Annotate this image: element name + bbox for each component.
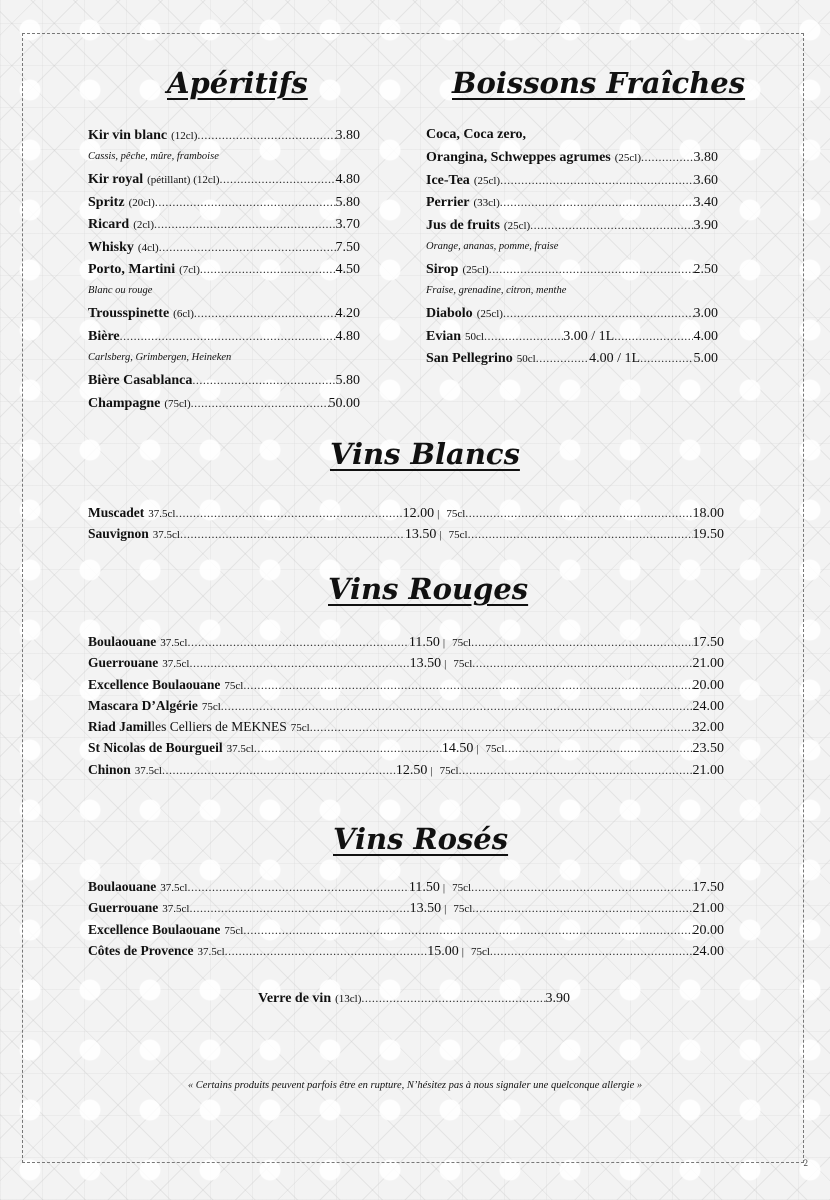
vins-blancs-list	[88, 502, 724, 545]
item-note: Cassis, pêche, mûre, framboise	[88, 151, 219, 163]
item-price-2: 19.50	[692, 527, 724, 543]
menu-item	[88, 302, 360, 324]
item-price-2: 21.00	[692, 901, 724, 917]
item-name: Muscadet	[88, 505, 145, 520]
item-price: 24.00	[692, 698, 724, 714]
item-name: St Nicolas de Bourgueil	[88, 740, 223, 756]
item-name: Bière Casablanca	[88, 373, 193, 389]
item-size: (13cl)	[335, 993, 362, 1005]
item-price: 13.50	[404, 527, 437, 543]
item-size: 50cl	[465, 330, 484, 343]
item-size: 37.5cl	[160, 882, 188, 894]
separator: |	[476, 743, 479, 756]
menu-item	[88, 325, 360, 347]
dot-leader	[175, 503, 402, 524]
menu-item	[88, 191, 360, 213]
dot-leader	[536, 347, 589, 369]
item-price: 13.50	[409, 901, 442, 917]
item-size: (20cl)	[128, 196, 155, 209]
item-size: 75cl	[290, 722, 310, 735]
item-price: 12.00	[402, 506, 435, 521]
heading-vins-roses: Vins Rosés	[333, 822, 509, 856]
item-size-2: 75cl	[452, 882, 472, 894]
item-size-2: 75cl	[485, 743, 505, 756]
item-price-2: 5.00	[693, 351, 718, 367]
item-size-2: 75cl	[470, 945, 490, 958]
menu-item	[88, 695, 724, 716]
item-name: Verre de vin	[258, 991, 332, 1006]
item-size: 37.5cl	[197, 945, 225, 958]
dot-leader	[472, 653, 692, 674]
item-name: Kir vin blanc	[88, 128, 168, 143]
item-price: 3.00 / 1L	[563, 328, 615, 344]
item-size: 37.5cl	[162, 658, 190, 671]
item-price: 3.70	[335, 217, 360, 233]
dot-leader	[641, 146, 694, 168]
item-note: Blanc ou rouge	[88, 285, 153, 297]
menu-item	[88, 876, 724, 897]
dot-leader	[471, 632, 692, 653]
item-price: 5.80	[335, 194, 360, 210]
item-size: (75cl)	[164, 397, 191, 410]
menu-item	[88, 940, 724, 961]
page-number: 2	[803, 1158, 808, 1168]
item-price-2: 23.50	[692, 741, 724, 757]
menu-item	[426, 325, 718, 347]
separator: |	[430, 764, 433, 777]
item-extra: les Celliers de MEKNES	[151, 719, 287, 735]
dot-leader	[459, 760, 693, 781]
item-name: Boulaouane	[88, 879, 157, 894]
dot-leader	[219, 168, 335, 190]
menu-item	[88, 213, 360, 235]
item-size: 50cl	[516, 353, 536, 366]
item-size: 37.5cl	[162, 903, 190, 916]
dot-leader	[530, 214, 693, 236]
item-price: 4.80	[335, 328, 360, 344]
item-price: 11.50	[408, 880, 440, 895]
heading-vins-rouges: Vins Rouges	[328, 572, 529, 606]
item-price: 4.00 / 1L	[589, 351, 641, 367]
item-name: Trousspinette	[88, 306, 170, 322]
item-price: 4.20	[335, 306, 360, 322]
item-size: 75cl	[201, 700, 221, 713]
item-price: 32.00	[692, 720, 724, 736]
item-size: 37.5cl	[160, 637, 188, 649]
item-name: Orangina, Schweppes agrumes	[426, 150, 611, 166]
item-size: (12cl)	[171, 130, 198, 142]
dot-leader	[200, 258, 336, 280]
item-size: (4cl)	[137, 241, 159, 254]
dot-leader	[500, 191, 694, 213]
heading-aperitifs: Apéritifs	[167, 66, 308, 100]
dot-leader	[243, 920, 692, 941]
menu-item	[88, 168, 360, 190]
menu-item	[426, 191, 718, 213]
item-name: Excellence Boulaouane	[88, 676, 221, 692]
item-size: (6cl)	[173, 308, 194, 321]
item-size: (25cl)	[473, 174, 501, 187]
vins-roses-list	[88, 876, 724, 961]
item-price-2: 24.00	[692, 943, 724, 959]
dot-leader	[310, 717, 693, 738]
item-name: Sirop	[426, 261, 459, 277]
item-size: 37.5cl	[134, 764, 162, 777]
dot-leader	[155, 191, 336, 213]
menu-item	[88, 236, 360, 258]
item-price: 3.80	[693, 150, 718, 166]
dot-leader	[197, 124, 335, 146]
dot-leader	[471, 877, 692, 898]
item-size: (25cl)	[503, 219, 531, 232]
separator: |	[461, 945, 464, 958]
dot-leader	[361, 987, 545, 1009]
item-price: 7.50	[335, 239, 360, 255]
item-price: 50.00	[328, 395, 360, 411]
item-size: 75cl	[224, 679, 244, 692]
item-name: Whisky	[88, 239, 134, 255]
dot-leader	[221, 696, 693, 717]
item-price: 2.50	[693, 261, 718, 277]
dot-leader	[194, 302, 336, 324]
item-size: (pétillant) (12cl)	[147, 174, 220, 187]
menu-item	[88, 674, 724, 695]
item-name: Champagne	[88, 395, 161, 411]
item-size: (25cl)	[462, 263, 489, 276]
item-price-2: 21.00	[692, 762, 724, 778]
menu-item	[426, 302, 718, 324]
item-name: Côtes de Provence	[88, 942, 194, 958]
item-size-2: 75cl	[453, 658, 473, 671]
dot-leader	[468, 524, 693, 545]
dot-leader	[225, 941, 428, 962]
menu-item	[88, 258, 360, 280]
dot-leader	[162, 760, 396, 781]
item-price: 3.00	[693, 306, 718, 322]
item-size: (7cl)	[179, 263, 200, 276]
vins-rouges-list	[88, 631, 724, 780]
dot-leader	[192, 369, 335, 391]
menu-item	[88, 716, 724, 737]
menu-item	[88, 502, 724, 523]
menu-item	[88, 652, 724, 673]
item-name: Riad Jamil	[88, 719, 152, 735]
item-note: Fraise, grenadine, citron, menthe	[426, 285, 567, 297]
item-price: 4.50	[335, 261, 360, 277]
item-size: 37.5cl	[152, 529, 180, 542]
dot-leader	[191, 392, 329, 414]
heading-vins-blancs: Vins Blancs	[330, 437, 520, 471]
separator: |	[437, 508, 440, 520]
item-name: Spritz	[88, 194, 125, 210]
item-name: Guerrouane	[88, 655, 159, 671]
dot-leader	[187, 632, 408, 653]
item-size-2: 75cl	[453, 903, 473, 916]
item-size: 75cl	[224, 924, 244, 937]
item-size-2: 75cl	[452, 637, 472, 649]
item-size: 37.5cl	[148, 508, 176, 520]
dot-leader	[189, 898, 409, 919]
item-price: 4.80	[335, 172, 360, 188]
dot-leader	[465, 503, 692, 524]
item-price: 3.80	[335, 128, 360, 143]
item-price: 3.90	[545, 991, 570, 1006]
separator: |	[442, 882, 446, 894]
dot-leader	[503, 302, 694, 324]
dot-leader	[159, 236, 336, 258]
dot-leader	[490, 941, 693, 962]
item-name: Coca, Coca zero,	[426, 127, 527, 142]
dot-leader	[505, 738, 693, 759]
item-price: 15.00	[427, 943, 459, 959]
separator: |	[439, 529, 442, 542]
dot-leader	[484, 325, 563, 347]
item-note: Carlsberg, Grimbergen, Heineken	[88, 352, 232, 364]
dot-leader	[243, 675, 692, 696]
item-name: Guerrouane	[88, 900, 159, 916]
item-size: 37.5cl	[226, 743, 254, 756]
item-price-2: 18.00	[692, 506, 724, 521]
menu-item	[88, 919, 724, 940]
item-price: 3.60	[693, 172, 718, 188]
item-name: Perrier	[426, 195, 470, 211]
item-name: Bière	[88, 328, 120, 344]
item-name: Ice-Tea	[426, 172, 470, 188]
menu-item	[88, 759, 724, 780]
item-size: (33cl)	[473, 197, 500, 210]
dot-leader	[254, 738, 442, 759]
menu-item	[88, 392, 360, 414]
dot-leader	[120, 325, 336, 347]
menu-item	[88, 523, 724, 544]
menu-item	[426, 146, 718, 168]
separator: |	[442, 637, 446, 649]
item-name: Porto, Martini	[88, 261, 176, 277]
dot-leader	[489, 258, 694, 280]
item-price: 11.50	[408, 635, 440, 650]
menu-item	[88, 897, 724, 918]
menu-item	[88, 737, 724, 758]
item-name: Chinon	[88, 761, 131, 777]
verre-de-vin	[258, 987, 570, 1009]
item-size: (25cl)	[476, 308, 503, 321]
item-size: (2cl)	[133, 219, 154, 232]
item-price: 13.50	[409, 656, 442, 672]
item-name: San Pellegrino	[426, 351, 513, 367]
item-name: Ricard	[88, 217, 130, 233]
menu-item	[426, 347, 718, 369]
separator: |	[444, 903, 447, 916]
dot-leader	[187, 877, 408, 898]
item-name: Evian	[426, 328, 462, 344]
item-price: 12.50	[395, 762, 428, 778]
item-name: Sauvignon	[88, 526, 149, 542]
aperitifs-list	[88, 124, 360, 414]
item-price: 20.00	[692, 922, 724, 938]
item-price-2: 17.50	[692, 635, 724, 650]
menu-item	[88, 124, 360, 146]
menu-item	[88, 631, 724, 652]
dot-leader	[180, 524, 405, 545]
menu-item	[426, 258, 718, 280]
item-price: 20.00	[692, 677, 724, 693]
menu-item	[426, 124, 718, 146]
item-name: Jus de fruits	[426, 217, 500, 233]
boissons-list	[426, 124, 718, 370]
item-name: Kir royal	[88, 172, 144, 188]
item-price: 3.40	[693, 195, 718, 211]
item-price: 5.80	[335, 373, 360, 389]
dot-leader	[154, 213, 336, 235]
item-size-2: 75cl	[446, 508, 466, 520]
item-price: 3.90	[693, 217, 718, 233]
allergy-footer: « Certains produits peuvent parfois être en rupture, N’hésitez pas à nous signaler une quelconque allergie »	[187, 1080, 643, 1091]
dot-leader	[640, 347, 693, 369]
menu-item	[426, 214, 718, 236]
menu-item	[258, 987, 570, 1009]
item-name: Boulaouane	[88, 634, 157, 649]
dot-leader	[500, 169, 693, 191]
separator: |	[444, 658, 447, 671]
dot-leader	[472, 898, 692, 919]
item-size-2: 75cl	[448, 529, 468, 542]
menu-item	[426, 169, 718, 191]
menu-item	[88, 369, 360, 391]
dot-leader	[614, 325, 693, 347]
item-price-2: 17.50	[692, 880, 724, 895]
heading-boissons-fraiches: Boissons Fraîches	[452, 66, 746, 100]
item-name: Diabolo	[426, 306, 473, 322]
item-size-2: 75cl	[439, 764, 459, 777]
item-price: 14.50	[441, 741, 474, 757]
item-price-2: 4.00	[693, 328, 718, 344]
item-name: Excellence Boulaouane	[88, 921, 221, 937]
item-price-2: 21.00	[692, 656, 724, 672]
dot-leader	[189, 653, 409, 674]
item-size: (25cl)	[614, 152, 641, 165]
item-name: Mascara D’Algérie	[88, 697, 198, 713]
item-note: Orange, ananas, pomme, fraise	[426, 240, 559, 252]
